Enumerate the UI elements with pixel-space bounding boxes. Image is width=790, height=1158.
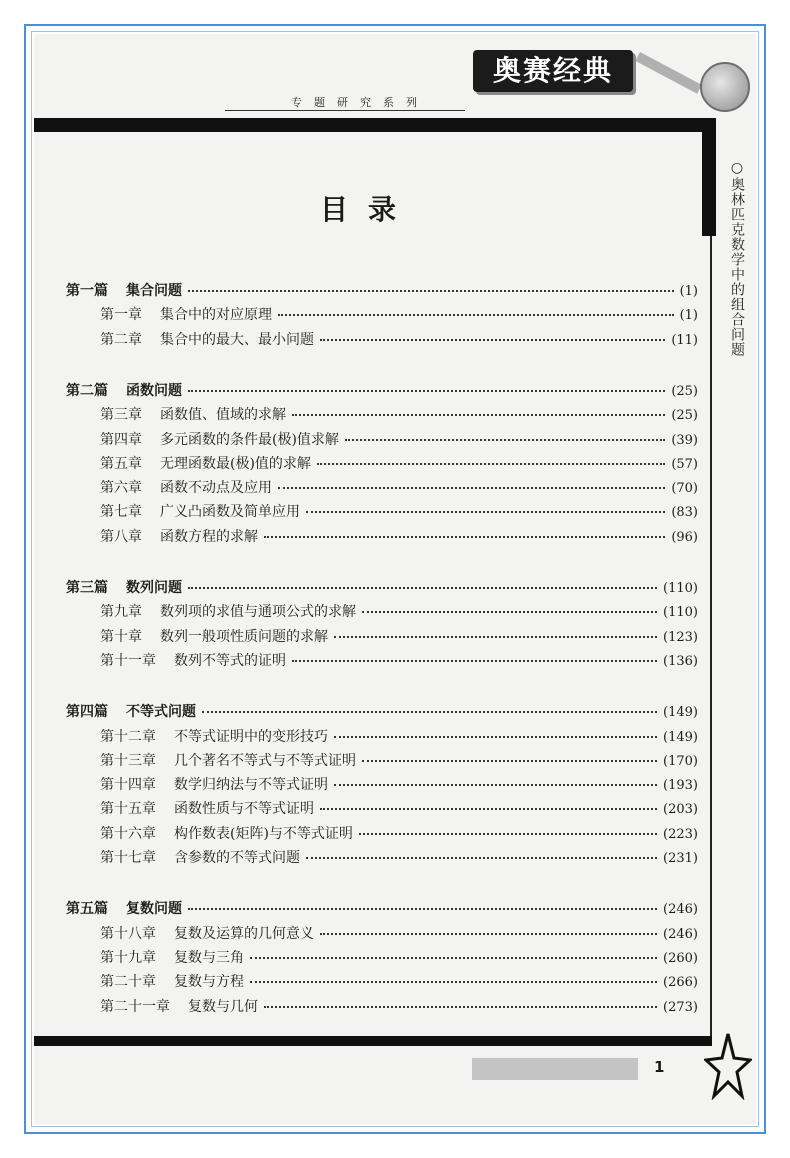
toc-title: 复数及运算的几何意义	[174, 925, 314, 942]
toc-page: (136)	[663, 653, 698, 669]
toc-chapter-row	[100, 477, 698, 499]
brand-logo	[473, 50, 633, 92]
toc-leader	[202, 711, 657, 713]
toc-chapter-row	[100, 823, 698, 845]
toc-page: (149)	[663, 705, 698, 721]
toc-page: (260)	[663, 950, 698, 966]
toc-number: 第五篇	[66, 901, 108, 918]
toc-number: 第四篇	[66, 704, 108, 721]
toc-page: (96)	[671, 529, 698, 545]
toc-number: 第三篇	[66, 580, 108, 596]
toc-part-row	[66, 280, 698, 302]
toc-title: 数列项的求值与通项公式的求解	[160, 604, 356, 621]
toc-title: 复数与三角	[174, 949, 244, 966]
toc-chapter-row	[100, 750, 698, 772]
toc-title: 广义凸函数及简单应用	[160, 504, 300, 521]
toc-chapter-row	[100, 329, 698, 351]
toc-title: 无理函数最(极)值的求解	[160, 455, 311, 472]
toc-number: 第十五章	[100, 801, 156, 818]
toc-page: (39)	[671, 432, 698, 448]
toc-title: 数列问题	[126, 580, 182, 596]
toc-leader	[264, 1006, 657, 1008]
toc-leader	[334, 736, 657, 738]
toc-number: 第二篇	[66, 382, 108, 399]
toc-leader	[278, 487, 665, 489]
toc-page: (273)	[663, 999, 698, 1015]
toc-chapter-row	[100, 429, 698, 451]
frame-right-line	[710, 236, 712, 1036]
toc-leader	[292, 414, 665, 416]
toc-number: 第十八章	[100, 925, 156, 942]
toc-title: 多元函数的条件最(极)值求解	[160, 431, 339, 448]
toc-title: 集合中的最大、最小问题	[160, 331, 314, 348]
toc-leader	[306, 857, 657, 859]
toc-number: 第十九章	[100, 949, 156, 966]
toc-leader	[320, 339, 665, 341]
page-number: 1	[654, 1058, 665, 1076]
toc-title: 函数性质与不等式证明	[174, 801, 314, 818]
toc-page: (110)	[663, 581, 698, 596]
series-underline	[225, 110, 465, 111]
toc-number: 第九章	[100, 604, 142, 621]
toc-chapter-row	[100, 774, 698, 796]
toc-number: 第六章	[100, 480, 142, 497]
toc-page: (170)	[663, 753, 698, 769]
toc-leader	[292, 660, 657, 662]
toc-number: 第十二章	[100, 728, 156, 745]
toc-page: (11)	[671, 332, 698, 348]
toc-number: 第五章	[100, 455, 142, 472]
toc-page: (149)	[663, 729, 698, 745]
toc-title: 集合问题	[126, 283, 182, 299]
toc-number: 第八章	[100, 528, 142, 545]
toc-page: (223)	[663, 826, 698, 842]
toc-chapter-row	[100, 304, 698, 326]
toc-leader	[334, 784, 657, 786]
toc-leader	[320, 933, 657, 935]
toc-chapter-row	[100, 923, 698, 945]
toc-part-row	[66, 380, 698, 402]
toc-page: (1)	[679, 308, 698, 324]
toc-leader	[317, 463, 665, 465]
toc-leader	[188, 290, 674, 292]
toc-number: 第十四章	[100, 777, 156, 794]
toc-leader	[188, 587, 657, 589]
toc-title: 数列不等式的证明	[174, 652, 286, 669]
toc-number: 第二章	[100, 331, 142, 348]
toc-title: 不等式证明中的变形技巧	[174, 728, 328, 745]
toc-leader	[362, 760, 657, 762]
series-label: 专题研究系列	[291, 96, 429, 109]
brand-text: 奥赛经典	[492, 54, 613, 87]
toc-title: 函数问题	[126, 382, 182, 399]
toc-part-row	[66, 701, 698, 723]
toc-chapter-row	[100, 996, 698, 1018]
toc-number: 第二十章	[100, 974, 156, 991]
toc-page: (266)	[663, 975, 698, 991]
toc-title: 不等式问题	[126, 704, 196, 721]
toc-leader	[250, 981, 657, 983]
page-title: 目录	[320, 193, 417, 226]
toc-chapter-row	[100, 526, 698, 548]
toc-leader	[278, 314, 674, 316]
toc-title: 集合中的对应原理	[160, 307, 272, 324]
frame-right-bar	[702, 118, 716, 236]
toc-page: (70)	[671, 481, 698, 497]
footer-bar	[472, 1058, 638, 1080]
toc-title: 函数方程的求解	[160, 528, 258, 545]
toc-title: 几个著名不等式与不等式证明	[174, 752, 356, 769]
toc-number: 第三章	[100, 407, 142, 424]
toc-chapter-row	[100, 971, 698, 993]
toc-page: (246)	[663, 902, 698, 918]
toc-page: (83)	[671, 505, 698, 521]
toc-part-row	[66, 898, 698, 920]
toc-chapter-row	[100, 798, 698, 820]
side-book-title: ○奥林匹克数学中的组合问题	[729, 160, 745, 357]
toc-page: (246)	[663, 926, 698, 942]
toc-leader	[188, 390, 665, 392]
toc-number: 第一篇	[66, 283, 108, 299]
toc-title: 含参数的不等式问题	[174, 850, 300, 866]
toc-chapter-row	[100, 601, 698, 623]
toc-chapter-row	[100, 626, 698, 648]
toc-chapter-row	[100, 847, 698, 869]
toc-part-row	[66, 577, 698, 599]
toc-chapter-row	[100, 947, 698, 969]
toc-leader	[334, 636, 657, 638]
toc-leader	[188, 908, 657, 910]
frame-top-bar	[34, 118, 716, 132]
toc-page: (1)	[679, 284, 698, 299]
toc-leader	[250, 957, 657, 959]
toc-leader	[264, 536, 665, 538]
toc-number: 第四章	[100, 431, 142, 448]
toc-leader	[320, 808, 657, 810]
toc-title: 复数与几何	[188, 998, 258, 1015]
toc-number: 第二十一章	[100, 998, 170, 1015]
toc-leader	[359, 833, 657, 835]
medal-icon	[700, 62, 750, 112]
toc-leader	[345, 439, 665, 441]
toc-title: 复数与方程	[174, 974, 244, 991]
toc-number: 第十六章	[100, 825, 156, 842]
toc-page: (25)	[671, 383, 698, 399]
toc-page: (231)	[663, 851, 698, 866]
toc-chapter-row	[100, 404, 698, 426]
toc-page: (110)	[663, 605, 698, 621]
toc-leader	[306, 511, 665, 513]
toc-title: 数学归纳法与不等式证明	[174, 777, 328, 794]
toc-page: (57)	[671, 456, 698, 472]
toc-page: (203)	[663, 802, 698, 818]
toc-title: 数列一般项性质问题的求解	[160, 628, 328, 645]
toc-title: 函数不动点及应用	[160, 480, 272, 497]
toc-chapter-row	[100, 453, 698, 475]
toc-title: 函数值、值域的求解	[160, 407, 286, 424]
toc-title: 构作数表(矩阵)与不等式证明	[174, 825, 353, 842]
toc-page: (123)	[663, 629, 698, 645]
frame-bottom-bar	[34, 1036, 712, 1046]
toc-number: 第十七章	[100, 850, 156, 866]
toc-number: 第十章	[100, 628, 142, 645]
toc-page: (25)	[671, 408, 698, 424]
star-icon	[704, 1030, 752, 1100]
toc-number: 第七章	[100, 504, 142, 521]
toc-chapter-row	[100, 501, 698, 523]
toc-chapter-row	[100, 726, 698, 748]
toc-number: 第十一章	[100, 652, 156, 669]
toc-number: 第十三章	[100, 752, 156, 769]
toc-title: 复数问题	[126, 901, 182, 918]
toc-chapter-row	[100, 650, 698, 672]
toc-page: (193)	[663, 778, 698, 794]
toc-number: 第一章	[100, 307, 142, 324]
toc-leader	[362, 611, 657, 613]
